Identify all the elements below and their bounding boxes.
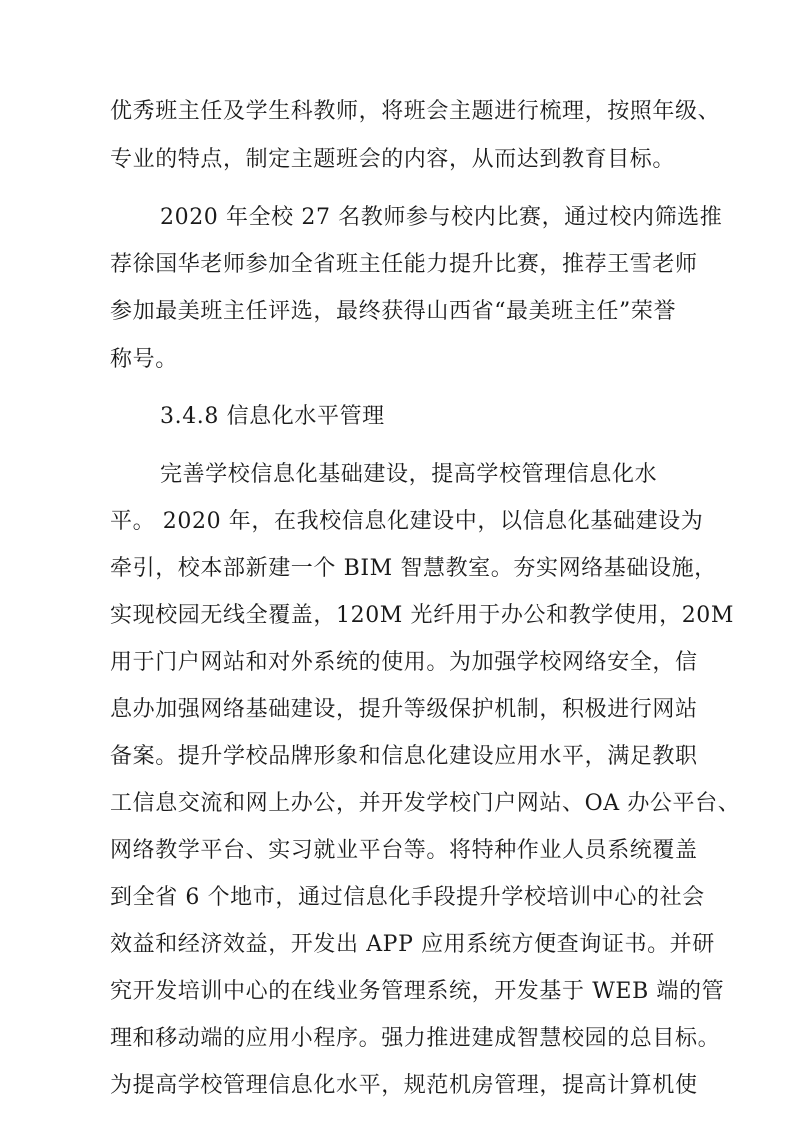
- paragraph-line: 2020 年全校 27 名教师参与校内比赛，通过校内筛选推: [160, 205, 723, 230]
- paragraph-line: 工信息交流和网上办公，并开发学校门户网站、OA 办公平台、: [110, 791, 741, 816]
- paragraph-line: 牵引，校本部新建一个 BIM 智慧教室。夯实网络基础设施，: [110, 556, 717, 581]
- paragraph-line: 息办加强网络基础建设，提升等级保护机制，积极进行网站: [110, 697, 698, 722]
- paragraph-line: 称号。: [110, 347, 178, 372]
- paragraph-line: 为提高学校管理信息化水平，规范机房管理，提高计算机使: [110, 1073, 698, 1098]
- paragraph-line: 优秀班主任及学生科教师，将班会主题进行梳理，按照年级、: [110, 99, 721, 124]
- paragraph-line: 到全省 6 个地市，通过信息化手段提升学校培训中心的社会: [110, 885, 705, 910]
- paragraph-line: 备案。提升学校品牌形象和信息化建设应用水平，满足教职: [110, 744, 698, 769]
- paragraph-line: 完善学校信息化基础建设，提高学校管理信息化水: [160, 462, 658, 487]
- paragraph-line: 专业的特点，制定主题班会的内容，从而达到教育目标。: [110, 147, 676, 172]
- paragraph-line: 参加最美班主任评选，最终获得山西省“最美班主任”荣誉: [110, 299, 677, 324]
- paragraph-line: 平。 2020 年，在我校信息化建设中，以信息化基础建设为: [110, 509, 704, 534]
- paragraph-line: 荐徐国华老师参加全省班主任能力提升比赛，推荐王雪老师: [110, 252, 698, 277]
- paragraph-line: 理和移动端的应用小程序。强力推进建成智慧校园的总目标。: [110, 1026, 721, 1051]
- paragraph-line: 用于门户网站和对外系统的使用。为加强学校网络安全，信: [110, 650, 698, 675]
- section-heading: 3.4.8 信息化水平管理: [160, 404, 385, 429]
- paragraph-line: 网络教学平台、实习就业平台等。将特种作业人员系统覆盖: [110, 838, 698, 863]
- paragraph-line: 实现校园无线全覆盖，120M 光纤用于办公和教学使用，20M: [110, 603, 735, 628]
- paragraph-line: 效益和经济效益，开发出 APP 应用系统方便查询证书。并研: [110, 932, 715, 957]
- paragraph-line: 究开发培训中心的在线业务管理系统，开发基于 WEB 端的管: [110, 979, 725, 1004]
